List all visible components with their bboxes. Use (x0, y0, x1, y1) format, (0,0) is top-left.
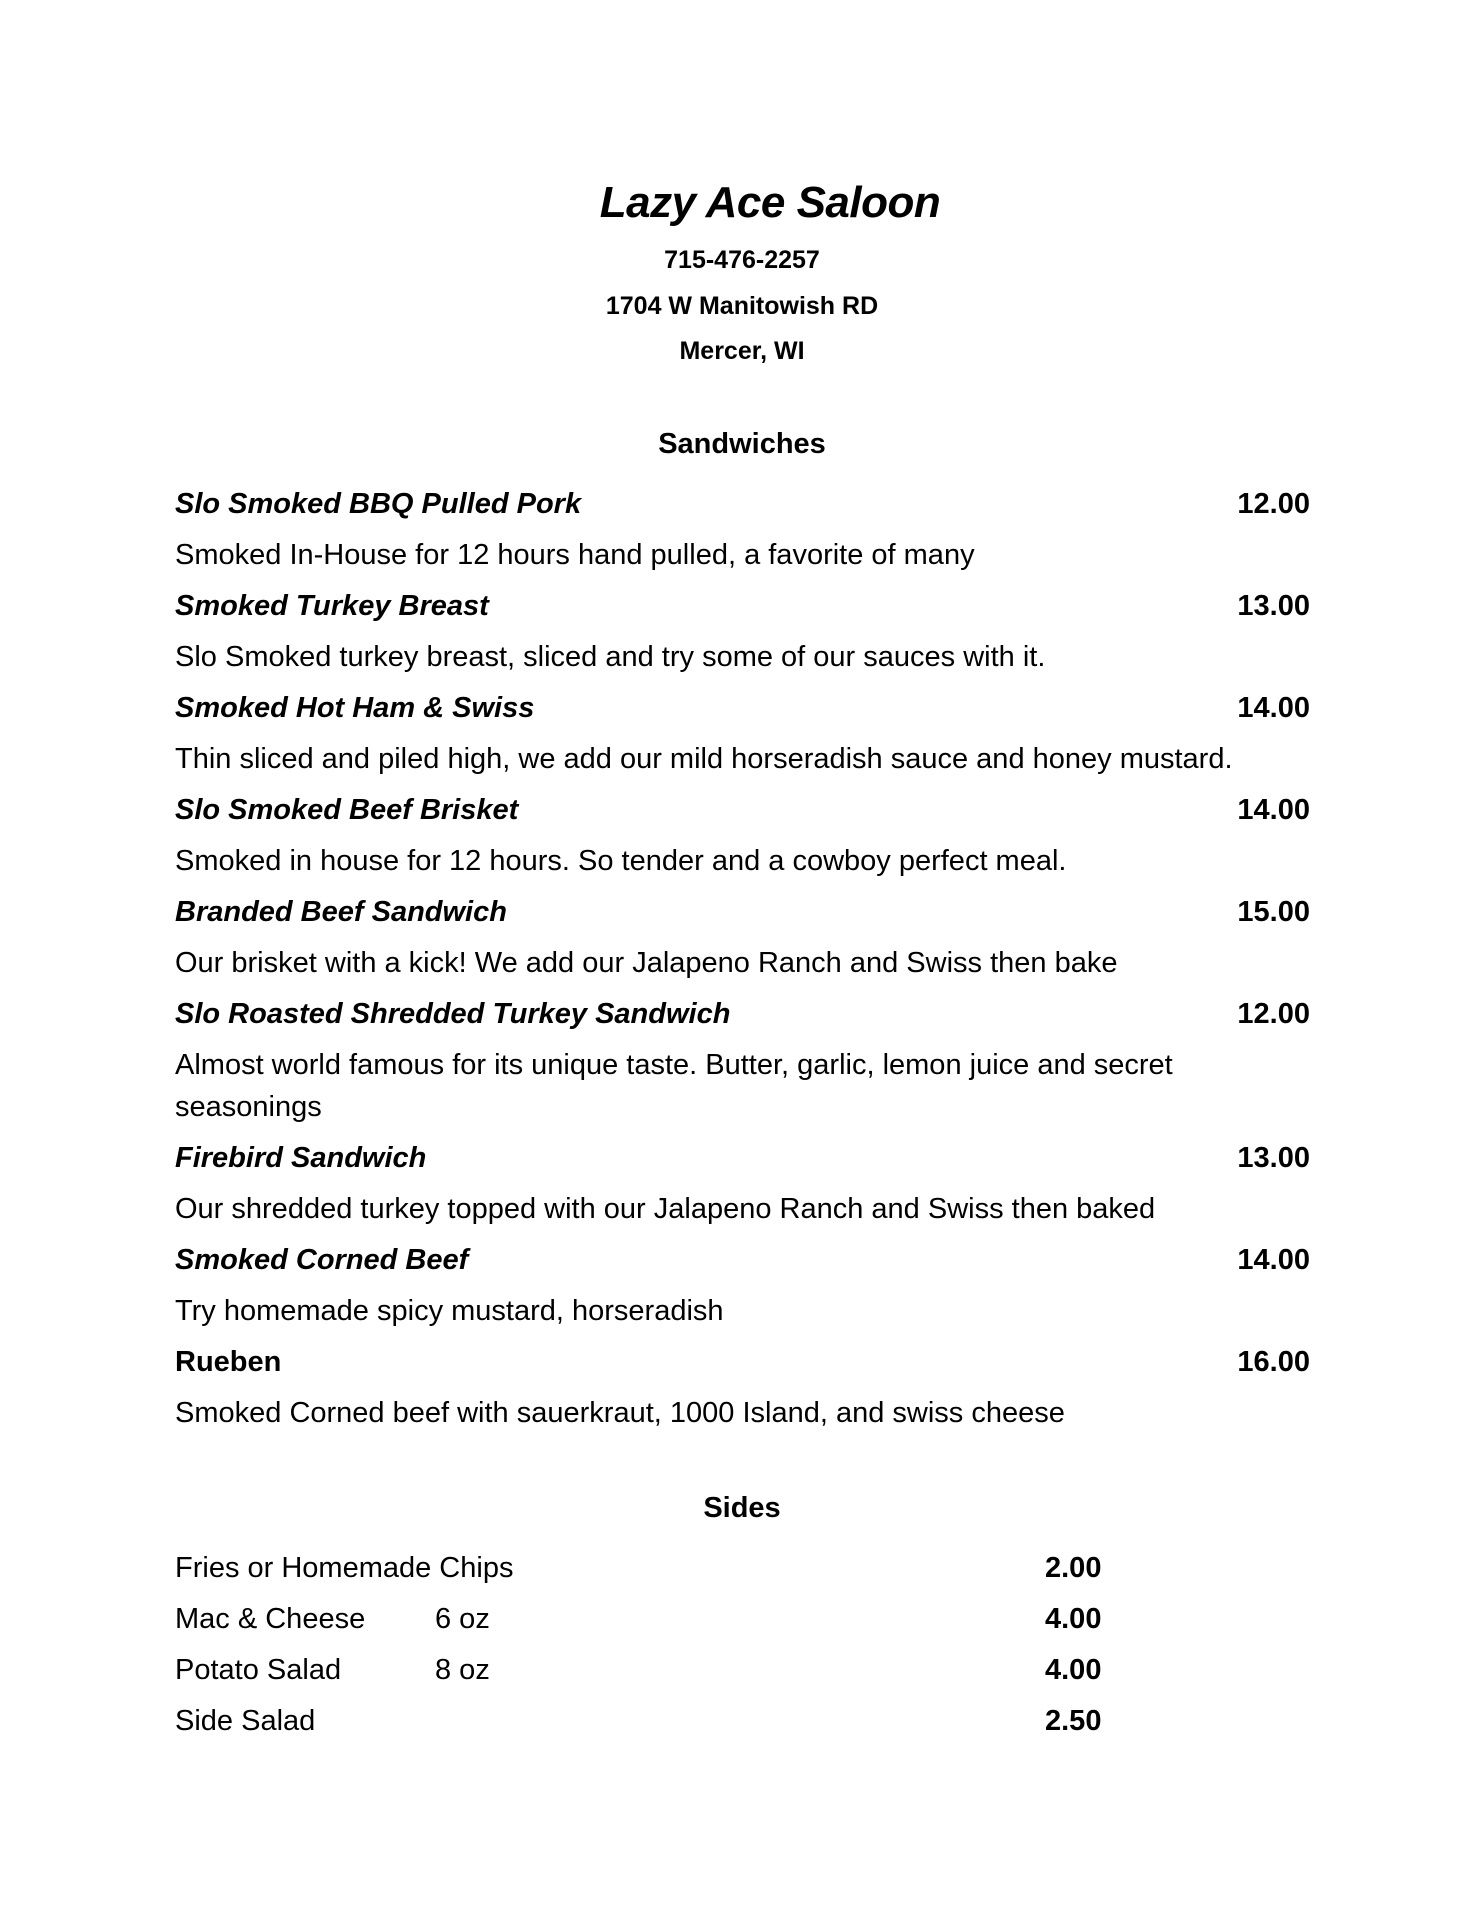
item-description: Smoked In-House for 12 hours hand pulled, a favorite of many (175, 539, 975, 571)
item-description: Our brisket with a kick! We add our Jalapeno Ranch and Swiss then bake (175, 947, 1118, 979)
menu-item (175, 683, 1310, 785)
menu-item (175, 1133, 1310, 1235)
item-description: Our shredded turkey topped with our Jalapeno Ranch and Swiss then baked (175, 1193, 1156, 1225)
side-price: 4.00 (1045, 1654, 1102, 1686)
item-price: 15.00 (1237, 896, 1310, 928)
restaurant-name: Lazy Ace Saloon (599, 178, 941, 227)
item-description: Slo Smoked turkey breast, sliced and try some of our sauces with it. (175, 641, 1046, 673)
side-name: Side Salad (175, 1705, 316, 1737)
item-description: Smoked in house for 12 hours. So tender and a cowboy perfect meal. (175, 845, 1067, 877)
menu-item (175, 887, 1310, 989)
sides-heading: Sides (703, 1492, 781, 1524)
item-price: 14.00 (1237, 692, 1310, 724)
item-description: Almost world famous for its unique taste. Butter, garlic, lemon juice and secret seasonings (175, 1049, 1173, 1123)
side-price: 2.00 (1045, 1552, 1102, 1584)
address-street: 1704 W Manitowish RD (605, 292, 879, 320)
item-price: 13.00 (1237, 1142, 1310, 1174)
menu-item (175, 1235, 1310, 1337)
item-price: 14.00 (1237, 1244, 1310, 1276)
item-price: 13.00 (1237, 590, 1310, 622)
side-price: 2.50 (1045, 1705, 1102, 1737)
item-name: Slo Smoked Beef Brisket (175, 794, 519, 826)
menu-item (175, 1337, 1310, 1439)
phone-number: 715-476-2257 (664, 246, 820, 274)
item-price: 14.00 (1237, 794, 1310, 826)
item-name: Slo Roasted Shredded Turkey Sandwich (175, 998, 731, 1030)
menu-item (175, 989, 1310, 1133)
sides-list (175, 1543, 1115, 1747)
menu-item (175, 785, 1310, 887)
side-size: 8 oz (435, 1654, 490, 1686)
side-item (175, 1594, 1115, 1645)
side-item (175, 1543, 1115, 1594)
side-name: Fries or Homemade Chips (175, 1552, 514, 1584)
item-description: Smoked Corned beef with sauerkraut, 1000 Island, and swiss cheese (175, 1397, 1065, 1429)
item-name: Firebird Sandwich (175, 1142, 427, 1174)
sandwich-list (175, 479, 1310, 1439)
item-name: Branded Beef Sandwich (175, 896, 507, 928)
address-city: Mercer, WI (679, 337, 805, 365)
item-name: Smoked Hot Ham & Swiss (175, 692, 535, 724)
side-size: 6 oz (435, 1603, 490, 1635)
item-price: 12.00 (1237, 998, 1310, 1030)
item-name: Rueben (175, 1346, 282, 1378)
side-name: Mac & Cheese (175, 1603, 366, 1635)
item-price: 16.00 (1237, 1346, 1310, 1378)
side-name: Potato Salad (175, 1654, 342, 1686)
item-name: Slo Smoked BBQ Pulled Pork (175, 488, 582, 520)
side-item (175, 1696, 1115, 1747)
side-item (175, 1645, 1115, 1696)
menu-item (175, 581, 1310, 683)
item-price: 12.00 (1237, 488, 1310, 520)
menu-item (175, 479, 1310, 581)
item-name: Smoked Turkey Breast (175, 590, 489, 622)
item-name: Smoked Corned Beef (175, 1244, 469, 1276)
sandwiches-heading: Sandwiches (658, 428, 826, 460)
item-description: Thin sliced and piled high, we add our mild horseradish sauce and honey mustard. (175, 743, 1233, 775)
side-price: 4.00 (1045, 1603, 1102, 1635)
item-description: Try homemade spicy mustard, horseradish (175, 1295, 724, 1327)
